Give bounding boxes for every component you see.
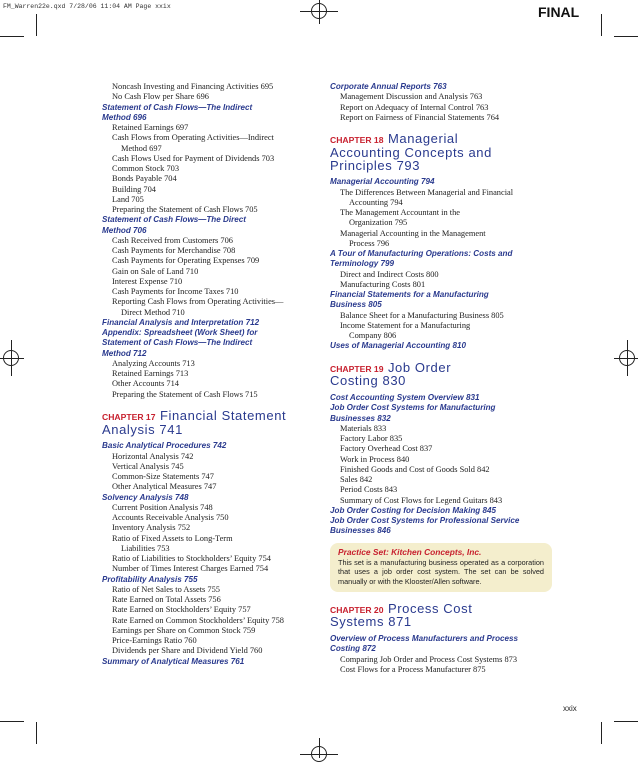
toc-entry: Company 806	[349, 331, 397, 341]
toc-section-heading: Method 696	[102, 112, 147, 122]
chapter-title: Process Cost	[387, 600, 473, 616]
toc-entry: Land 705	[112, 194, 144, 204]
crop-mark	[36, 722, 37, 744]
toc-entry: Report on Fairness of Financial Statements 764	[340, 112, 500, 122]
practice-set-title: Practice Set: Kitchen Concepts, Inc.	[338, 546, 482, 557]
toc-entry: Other Analytical Measures 747	[112, 482, 217, 492]
toc-section-heading: Statement of Cash Flows—The Direct	[102, 215, 246, 225]
chapter-title: Job Order	[387, 359, 452, 375]
toc-entry: Direct Method 710	[121, 307, 185, 317]
crop-mark	[0, 36, 24, 37]
toc-entry: Noncash Investing and Financing Activities 695	[112, 82, 274, 91]
toc-entry: Common-Size Statements 747	[112, 472, 214, 482]
toc-section-heading: Job Order Costing for Decision Making 845	[330, 505, 496, 515]
toc-entry: Summary of Cost Flows for Legend Guitars 843	[340, 495, 503, 505]
chapter-heading	[330, 133, 550, 172]
toc-entry: Materials 833	[340, 423, 387, 433]
toc-section-heading: Overview of Process Manufacturers and Process	[330, 634, 519, 644]
registration-mark-icon	[319, 0, 320, 24]
toc-section-heading: Costing 872	[330, 644, 376, 654]
toc-section-heading: Businesses 846	[330, 526, 391, 536]
chapter-title-line	[330, 616, 550, 629]
toc-entry: Reporting Cash Flows from Operating Activities—	[112, 297, 284, 307]
toc-entry: Gain on Sale of Land 710	[112, 266, 199, 276]
registration-mark-icon	[627, 340, 628, 376]
toc-entry: Common Stock 703	[112, 164, 180, 173]
toc-entry: Work in Process 840	[340, 454, 410, 464]
toc-entry: Preparing the Statement of Cash Flows 705	[112, 205, 258, 214]
toc-entry: Cash Received from Customers 706	[112, 235, 233, 245]
toc-entry: Retained Earnings 697	[112, 123, 189, 132]
toc-entry: Method 697	[121, 143, 162, 153]
toc-right-column	[330, 82, 550, 675]
toc-entry: Managerial Accounting in the Management	[340, 228, 486, 238]
chapter-label: CHAPTER 19	[330, 363, 384, 374]
toc-entry: Cash Flows Used for Payment of Dividends 703	[112, 153, 275, 163]
registration-mark-icon	[0, 358, 24, 359]
header-slug: FM_Warren22e.qxd 7/28/06 11:04 AM Page xxix	[3, 3, 171, 10]
page-number: xxix	[563, 704, 577, 713]
toc-entry: Inventory Analysis 752	[112, 523, 191, 533]
toc-entry: Cash Payments for Operating Expenses 709	[112, 256, 260, 266]
toc-entry: Vertical Analysis 745	[112, 461, 184, 471]
chapter-title: Accounting Concepts and	[330, 144, 492, 160]
chapter-title: Systems 871	[330, 614, 412, 630]
toc-section-heading: Solvency Analysis 748	[102, 492, 189, 502]
chapter-title: Financial Statement	[159, 407, 287, 423]
chapter-heading	[102, 407, 318, 437]
toc-entry: Organization 795	[349, 218, 408, 228]
toc-entry: Bonds Payable 704	[112, 174, 177, 184]
toc-entry: Cash Payments for Income Taxes 710	[112, 287, 239, 296]
crop-mark	[0, 721, 24, 722]
toc-entry: Balance Sheet for a Manufacturing Business 805	[340, 310, 504, 320]
crop-mark	[36, 14, 37, 36]
toc-entry: Ratio of Liabilities to Stockholders’ Equity 754	[112, 554, 271, 564]
toc-entry: Other Accounts 714	[112, 379, 179, 389]
toc-entry: Manufacturing Costs 801	[340, 279, 426, 289]
practice-set-box	[330, 543, 552, 592]
toc-left-column	[102, 82, 318, 667]
toc-entry: The Differences Between Managerial and Financial	[340, 187, 514, 197]
toc-entry: Current Position Analysis 748	[112, 502, 213, 512]
toc-section-heading: Corporate Annual Reports 763	[330, 82, 447, 91]
toc-entry: Management Discussion and Analysis 763	[340, 92, 483, 102]
toc-entry: Finished Goods and Cost of Goods Sold 842	[340, 464, 490, 474]
chapter-label: CHAPTER 18	[330, 135, 384, 145]
toc-section-heading: Appendix: Spreadsheet (Work Sheet) for	[102, 328, 258, 337]
toc-section-heading: Summary of Analytical Measures 761	[102, 656, 245, 666]
toc-entry: Direct and Indirect Costs 800	[340, 269, 439, 279]
toc-section-heading: Managerial Accounting 794	[330, 177, 435, 187]
registration-mark-icon	[614, 358, 638, 359]
chapter-title-line	[330, 157, 550, 173]
practice-set-description: This set is a manufacturing business operated as a corporation that uses a job order cost system. The set can be solved manually or with the Klooster/Allen software.	[338, 557, 544, 586]
toc-section-heading: Terminology 799	[330, 259, 395, 269]
toc-entry: Cash Payments for Merchandise 708	[112, 246, 236, 255]
toc-section-heading: Profitability Analysis 755	[102, 574, 198, 584]
chapter-heading	[330, 359, 550, 389]
toc-section-heading: Cost Accounting System Overview 831	[330, 393, 480, 403]
chapter-title-line	[102, 421, 318, 437]
toc-entry: Earnings per Share on Common Stock 759	[112, 625, 256, 635]
toc-section-heading: Business 805	[330, 300, 382, 310]
toc-entry: No Cash Flow per Share 696	[112, 92, 209, 102]
toc-section-heading: A Tour of Manufacturing Operations: Costs and	[330, 249, 513, 259]
toc-entry: Cash Flows from Operating Activities—Indirect	[112, 133, 274, 143]
toc-section-heading: Statement of Cash Flows—The Indirect	[102, 102, 253, 112]
toc-entry: Interest Expense 710	[112, 276, 183, 286]
toc-entry: Income Statement for a Manufacturing	[340, 320, 471, 330]
registration-mark-icon	[319, 738, 320, 758]
toc-entry: Accounting 794	[349, 197, 403, 207]
toc-entry: Period Costs 843	[340, 485, 398, 495]
toc-entry: Comparing Job Order and Process Cost Systems 873	[340, 654, 518, 664]
toc-section-heading: Method 706	[102, 225, 147, 235]
toc-entry: Analyzing Accounts 713	[112, 358, 195, 368]
chapter-title-line	[330, 375, 550, 388]
toc-entry: Horizontal Analysis 742	[112, 451, 194, 461]
toc-section-heading: Uses of Managerial Accounting 810	[330, 341, 466, 351]
toc-section-heading: Method 712	[102, 348, 147, 358]
toc-section-heading: Job Order Cost Systems for Manufacturing	[330, 403, 496, 413]
toc-entry: The Management Accountant in the	[340, 208, 461, 218]
chapter-title: Principles 793	[330, 157, 421, 173]
toc-entry: Accounts Receivable Analysis 750	[112, 513, 229, 523]
toc-entry: Retained Earnings 713	[112, 369, 189, 378]
chapter-title: Analysis 741	[102, 421, 183, 437]
registration-mark-icon	[11, 340, 12, 376]
crop-mark	[614, 36, 638, 37]
toc-entry: Number of Times Interest Charges Earned 754	[112, 564, 269, 574]
toc-section-heading: Financial Analysis and Interpretation 712	[102, 317, 260, 327]
chapter-label: CHAPTER 20	[330, 604, 384, 615]
toc-entry: Factory Labor 835	[340, 434, 403, 444]
toc-entry: Sales 842	[340, 475, 373, 485]
crop-mark	[601, 14, 602, 36]
toc-entry: Rate Earned on Common Stockholders’ Equity 758	[112, 615, 284, 625]
chapter-label: CHAPTER 17	[102, 411, 156, 422]
toc-entry: Price-Earnings Ratio 760	[112, 636, 197, 646]
toc-entry: Report on Adequacy of Internal Control 763	[340, 102, 489, 112]
toc-section-heading: Job Order Cost Systems for Professional Service	[330, 516, 520, 526]
toc-entry: Cost Flows for a Process Manufacturer 875	[340, 664, 486, 674]
toc-entry: Factory Overhead Cost 837	[340, 444, 433, 454]
toc-section-heading: Statement of Cash Flows—The Indirect	[102, 338, 253, 348]
toc-entry: Preparing the Statement of Cash Flows 715	[112, 389, 258, 399]
toc-entry: Ratio of Net Sales to Assets 755	[112, 584, 220, 594]
toc-entry: Building 704	[112, 184, 156, 194]
crop-mark	[601, 722, 602, 744]
toc-entry: Rate Earned on Total Assets 756	[112, 595, 221, 605]
toc-section-heading: Basic Analytical Procedures 742	[102, 441, 227, 451]
toc-entry: Dividends per Share and Dividend Yield 760	[112, 646, 263, 656]
chapter-title: Managerial	[387, 131, 459, 146]
chapter-heading	[330, 600, 550, 630]
toc-section-heading: Businesses 832	[330, 413, 391, 423]
toc-entry: Ratio of Fixed Assets to Long-Term	[112, 533, 233, 543]
crop-mark	[614, 721, 638, 722]
toc-section-heading: Financial Statements for a Manufacturing	[330, 290, 489, 300]
toc-entry: Process 796	[349, 238, 390, 248]
toc-entry: Rate Earned on Stockholders’ Equity 757	[112, 605, 251, 615]
final-label: FINAL	[538, 4, 580, 20]
chapter-title: Costing 830	[330, 373, 406, 389]
toc-entry: Liabilities 753	[121, 543, 170, 553]
